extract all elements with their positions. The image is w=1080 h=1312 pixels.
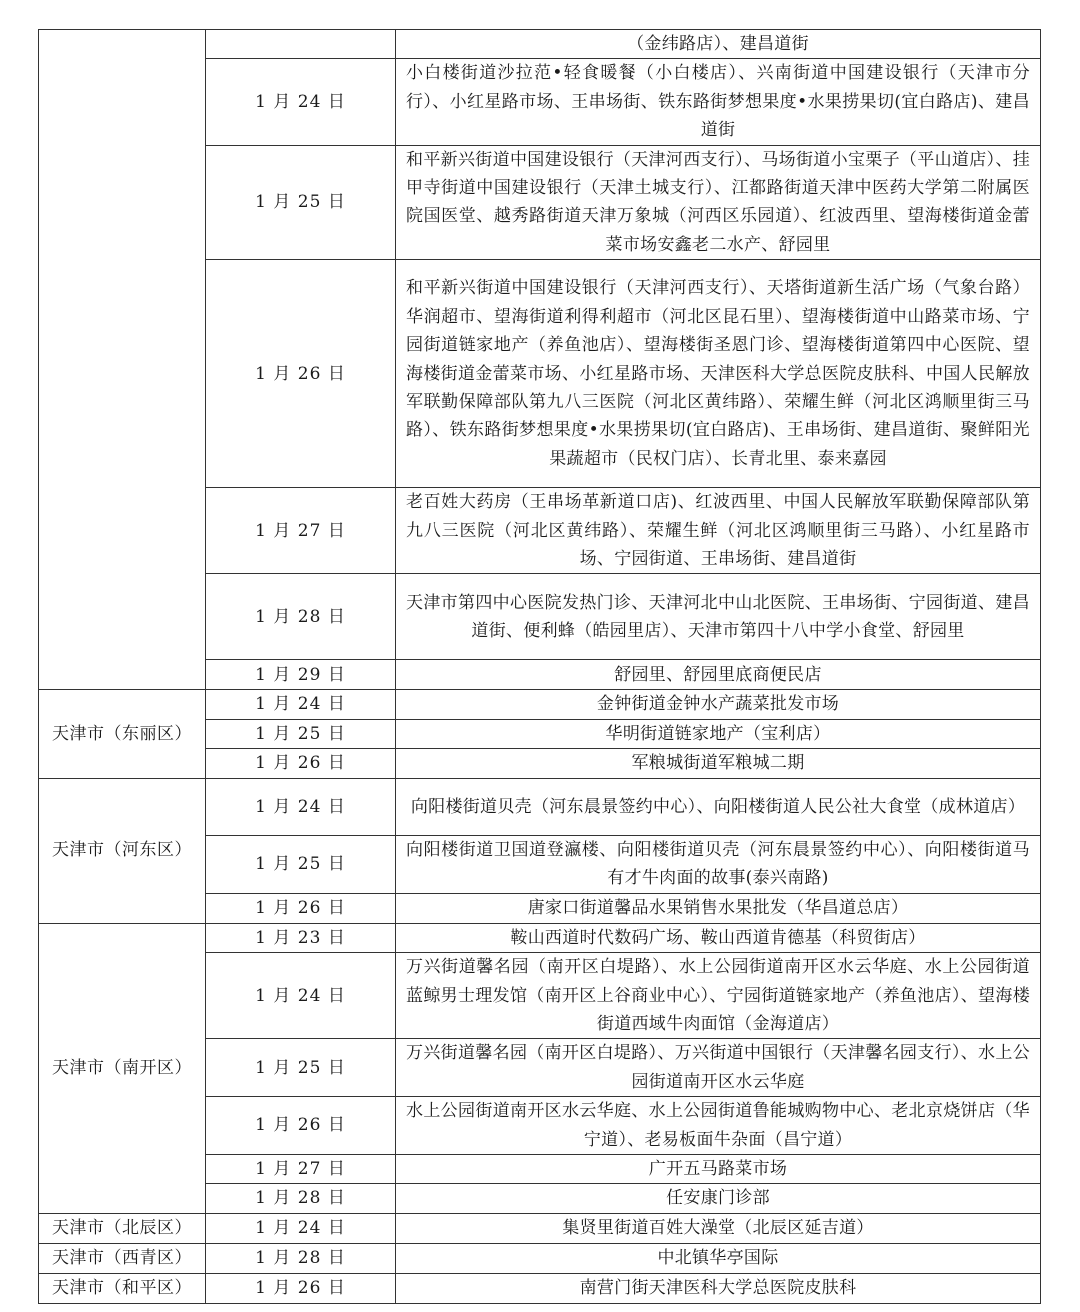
date-cell: 1 月 24 日 bbox=[206, 953, 396, 1039]
places-cell: 向阳楼街道贝壳（河东晨景签约中心）、向阳楼街道人民公社大食堂（成林道店） bbox=[396, 778, 1041, 835]
date-cell: 1 月 25 日 bbox=[206, 835, 396, 893]
table-row bbox=[39, 778, 1041, 835]
places-cell: 万兴街道馨名园（南开区白堤路）、水上公园街道南开区水云华庭、水上公园街道蓝鲸男士理发馆（南开区上谷商业中心）、宁园街道链家地产（养鱼池店）、望海楼街道西域牛肉面馆（金海道店） bbox=[396, 953, 1041, 1039]
places-cell: 向阳楼街道卫国道登瀛楼、向阳楼街道贝壳（河东晨景签约中心）、向阳楼街道马有才牛肉面的故事(泰兴南路) bbox=[396, 835, 1041, 893]
date-cell: 1 月 26 日 bbox=[206, 893, 396, 923]
places-cell: 和平新兴街道中国建设银行（天津河西支行）、天塔街道新生活广场（气象台路）华润超市、望海街道利得利超市（河北区昆石里）、望海楼街道中山路菜市场、宁园街道链家地产（养鱼池店）、望海楼街圣恩门诊、望海楼街道第四中心医院、望海楼街道金蕾菜市场、小红星路市场、天津医科大学总医院皮肤科、中国人民解放军联勤保障部队第九八三医院（河北区黄纬路）、荣耀生鲜（河北区鸿顺里街三马路）、铁东路街梦想果度•水果捞果切(宜白路店)、王串场街、建昌道街、聚鲜阳光果蔬超市（民权门店）、长青北里、泰来嘉园 bbox=[396, 260, 1041, 488]
places-cell: 鞍山西道时代数码广场、鞍山西道肯德基（科贸街店） bbox=[396, 923, 1041, 952]
date-cell: 1 月 24 日 bbox=[206, 778, 396, 835]
date-cell: 1 月 29 日 bbox=[206, 660, 396, 690]
table-row bbox=[39, 1243, 1041, 1273]
table-row bbox=[39, 1273, 1041, 1303]
region-cell: 天津市（东丽区） bbox=[39, 690, 206, 778]
region-cell bbox=[39, 30, 206, 690]
places-cell: 万兴街道馨名园（南开区白堤路）、万兴街道中国银行（天津馨名园支行）、水上公园街道南开区水云华庭 bbox=[396, 1039, 1041, 1097]
region-cell: 天津市（和平区） bbox=[39, 1273, 206, 1303]
places-cell: 华明街道链家地产（宝利店） bbox=[396, 719, 1041, 748]
date-cell: 1 月 27 日 bbox=[206, 1154, 396, 1183]
region-cell: 天津市（河东区） bbox=[39, 778, 206, 923]
region-cell: 天津市（西青区） bbox=[39, 1243, 206, 1273]
locations-table bbox=[38, 29, 1041, 1304]
date-cell: 1 月 26 日 bbox=[206, 1097, 396, 1155]
date-cell: 1 月 27 日 bbox=[206, 488, 396, 574]
places-cell: 水上公园街道南开区水云华庭、水上公园街道鲁能城购物中心、老北京烧饼店（华宁道）、老易板面牛杂面（昌宁道） bbox=[396, 1097, 1041, 1155]
places-cell: 中北镇华亭国际 bbox=[396, 1243, 1041, 1273]
places-cell: 唐家口街道馨品水果销售水果批发（华昌道总店） bbox=[396, 893, 1041, 923]
date-cell: 1 月 23 日 bbox=[206, 923, 396, 952]
places-cell: 小白楼街道沙拉范•轻食暖餐（小白楼店）、兴南街道中国建设银行（天津市分行）、小红星路市场、王串场街、铁东路街梦想果度•水果捞果切(宜白路店)、建昌道街 bbox=[396, 59, 1041, 145]
date-cell: 1 月 28 日 bbox=[206, 1184, 396, 1213]
places-cell: 任安康门诊部 bbox=[396, 1184, 1041, 1213]
locations-table-body bbox=[39, 30, 1041, 1304]
places-cell: （金纬路店）、建昌道街 bbox=[396, 30, 1041, 59]
places-cell: 和平新兴街道中国建设银行（天津河西支行）、马场街道小宝栗子（平山道店）、挂甲寺街道中国建设银行（天津土城支行）、江都路街道天津中医药大学第二附属医院国医堂、越秀路街道天津万象城（河西区乐园道）、红波西里、望海楼街道金蕾菜市场安鑫老二水产、舒园里 bbox=[396, 145, 1041, 260]
region-cell: 天津市（南开区） bbox=[39, 923, 206, 1213]
date-cell: 1 月 24 日 bbox=[206, 59, 396, 145]
places-cell: 金钟街道金钟水产蔬菜批发市场 bbox=[396, 690, 1041, 719]
date-cell: 1 月 24 日 bbox=[206, 690, 396, 719]
date-cell: 1 月 26 日 bbox=[206, 749, 396, 778]
places-cell: 老百姓大药房（王串场革新道口店)、红波西里、中国人民解放军联勤保障部队第九八三医院（河北区黄纬路）、荣耀生鲜（河北区鸿顺里街三马路）、小红星路市场、宁园街道、王串场街、建昌道街 bbox=[396, 488, 1041, 574]
places-cell: 广开五马路菜市场 bbox=[396, 1154, 1041, 1183]
places-cell: 天津市第四中心医院发热门诊、天津河北中山北医院、王串场街、宁园街道、建昌道街、便利蜂（皓园里店）、天津市第四十八中学小食堂、舒园里 bbox=[396, 574, 1041, 660]
date-cell: 1 月 28 日 bbox=[206, 574, 396, 660]
table-row bbox=[39, 923, 1041, 952]
region-cell: 天津市（北辰区） bbox=[39, 1213, 206, 1243]
date-cell: 1 月 28 日 bbox=[206, 1243, 396, 1273]
table-row bbox=[39, 30, 1041, 59]
date-cell: 1 月 26 日 bbox=[206, 1273, 396, 1303]
table-row bbox=[39, 1213, 1041, 1243]
date-cell: 1 月 24 日 bbox=[206, 1213, 396, 1243]
locations-table-container bbox=[38, 29, 1041, 1304]
date-cell: 1 月 25 日 bbox=[206, 1039, 396, 1097]
date-cell: 1 月 25 日 bbox=[206, 145, 396, 260]
places-cell: 南营门街天津医科大学总医院皮肤科 bbox=[396, 1273, 1041, 1303]
date-cell: 1 月 26 日 bbox=[206, 260, 396, 488]
date-cell: 1 月 25 日 bbox=[206, 719, 396, 748]
places-cell: 舒园里、舒园里底商便民店 bbox=[396, 660, 1041, 690]
places-cell: 集贤里街道百姓大澡堂（北辰区延吉道） bbox=[396, 1213, 1041, 1243]
table-row bbox=[39, 690, 1041, 719]
date-cell bbox=[206, 30, 396, 59]
places-cell: 军粮城街道军粮城二期 bbox=[396, 749, 1041, 778]
